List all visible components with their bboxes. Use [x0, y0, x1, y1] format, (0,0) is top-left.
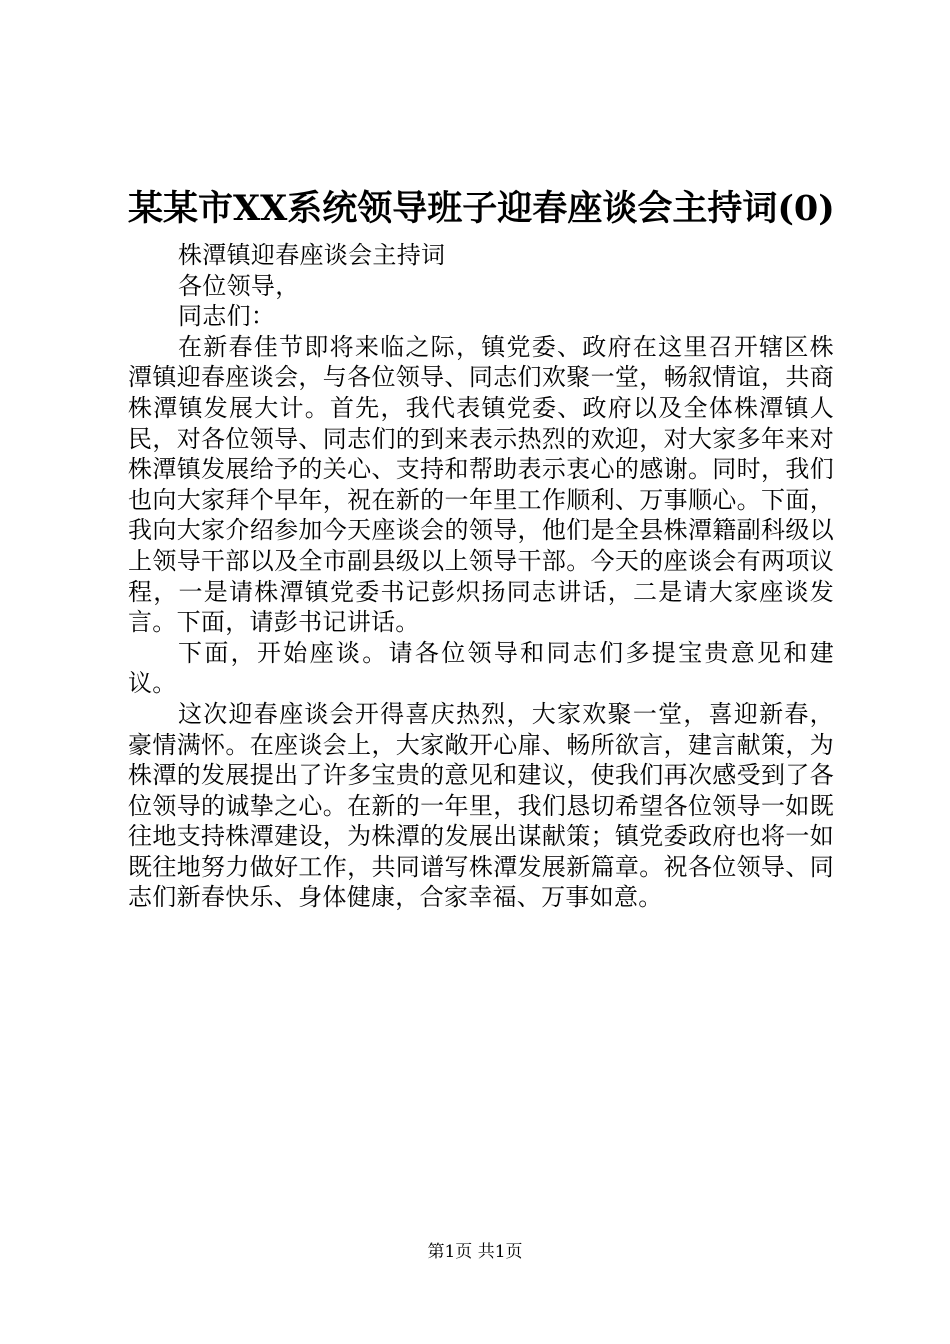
- document-title: 某某市XX系统领导班子迎春座谈会主持词(0): [128, 188, 835, 229]
- document-body: [128, 240, 834, 913]
- paragraph-discussion: 下面，开始座谈。请各位领导和同志们多提宝贵意见和建议。: [128, 638, 834, 698]
- paragraph-opening: 在新春佳节即将来临之际，镇党委、政府在这里召开辖区株潭镇迎春座谈会，与各位领导、同志们欢聚一堂，畅叙情谊，共商株潭镇发展大计。首先，我代表镇党委、政府以及全体株潭镇人民，对各位领导、同志们的到来表示热烈的欢迎，对大家多年来对株潭镇发展给予的关心、支持和帮助表示衷心的感谢。同时，我们也向大家拜个早年，祝在新的一年里工作顺利、万事顺心。下面，我向大家介绍参加今天座谈会的领导，他们是全县株潭籍副科级以上领导干部以及全市副县级以上领导干部。今天的座谈会有两项议程，一是请株潭镇党委书记彭炽扬同志讲话，二是请大家座谈发言。下面，请彭书记讲话。: [128, 332, 834, 637]
- paragraph-closing: 这次迎春座谈会开得喜庆热烈，大家欢聚一堂，喜迎新春，豪情满怀。在座谈会上，大家敞开心扉、畅所欲言，建言献策，为株潭的发展提出了许多宝贵的意见和建议，使我们再次感受到了各位领导的诚挚之心。在新的一年里，我们恳切希望各位领导一如既往地支持株潭建设，为株潭的发展出谋献策；镇党委政府也将一如既往地努力做好工作，共同谱写株潭发展新篇章。祝各位领导、同志们新春快乐、身体健康，合家幸福、万事如意。: [128, 699, 834, 912]
- paragraph-heading: 株潭镇迎春座谈会主持词: [178, 241, 446, 269]
- paragraph-salutation-comrades: 同志们：: [178, 302, 276, 331]
- page-number-footer: 第1页 共1页: [427, 1242, 523, 1262]
- paragraph-salutation-leaders: 各位领导，: [178, 271, 300, 300]
